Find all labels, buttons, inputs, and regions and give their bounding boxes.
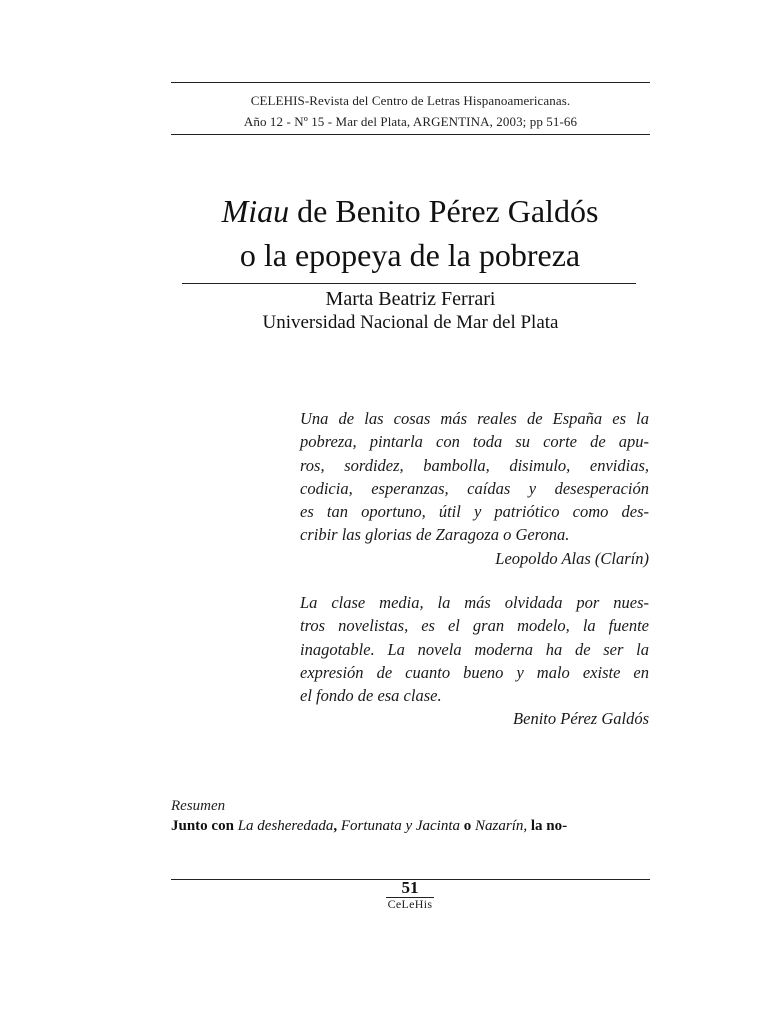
abstract-label: Resumen: [171, 798, 226, 814]
epigraph-line: inagotable. La novela moderna ha de ser la: [300, 639, 649, 659]
work-title: La desheredada: [237, 818, 334, 834]
epigraph-line: La clase media, la más olvidada por nues-: [300, 593, 649, 612]
epigraph-2: [300, 591, 649, 731]
epigraph-line: el fondo de esa clase.: [300, 686, 442, 706]
epigraph-attribution: Benito Pérez Galdós: [513, 709, 649, 729]
abstract-text: o: [460, 818, 476, 834]
epigraph-line: es tan oportuno, útil y patriótico como des-: [300, 502, 649, 522]
journal-name: CELEHIS-Revista del Centro de Letras Hispanoamericanas.: [250, 93, 571, 108]
work-title: Fortunata y Jacinta: [340, 818, 461, 834]
header-top-rule: [171, 82, 650, 83]
title-rule: [182, 283, 636, 284]
abstract-text: la no-: [527, 818, 568, 834]
epigraph-line: cribir las glorias de Zaragoza o Gerona.: [300, 525, 570, 545]
epigraph-attribution: Leopoldo Alas (Clarín): [495, 548, 649, 568]
epigraph-line: ros, sordidez, bambolla, disimulo, envidias,: [300, 455, 649, 475]
title-line1-rest: de Benito Pérez Galdós: [289, 193, 599, 229]
abstract-text: Junto con: [171, 818, 238, 834]
journal-issue-info: Año 12 - Nº 15 - Mar del Plata, ARGENTINA, 2003; pp 51-66: [243, 114, 578, 129]
epigraph-line: Una de las cosas más reales de España es la: [300, 409, 649, 428]
abstract-text: ,: [333, 818, 341, 834]
work-title: Nazarín,: [475, 818, 528, 834]
header-bottom-rule: [171, 134, 650, 135]
abstract-first-line: [171, 818, 650, 835]
author-name: Marta Beatriz Ferrari: [325, 288, 496, 310]
article-title-line1: [160, 193, 660, 229]
epigraph-1: [300, 407, 649, 570]
epigraph-line: pobreza, pintarla con toda su corte de apu-: [300, 432, 649, 452]
epigraph-line: codicia, esperanzas, caídas y desesperación: [300, 478, 649, 498]
footer-journal-brand: CeLeHis: [387, 897, 433, 911]
article-title-line2: o la epopeya de la pobreza: [239, 237, 581, 273]
epigraph-line: tros novelistas, es el gran modelo, la fuente: [300, 616, 649, 636]
page-number: 51: [401, 878, 419, 897]
epigraph-line: expresión de cuanto bueno y malo existe en: [300, 662, 649, 682]
title-italic-work: Miau: [221, 193, 290, 229]
author-affiliation: Universidad Nacional de Mar del Plata: [262, 312, 559, 333]
